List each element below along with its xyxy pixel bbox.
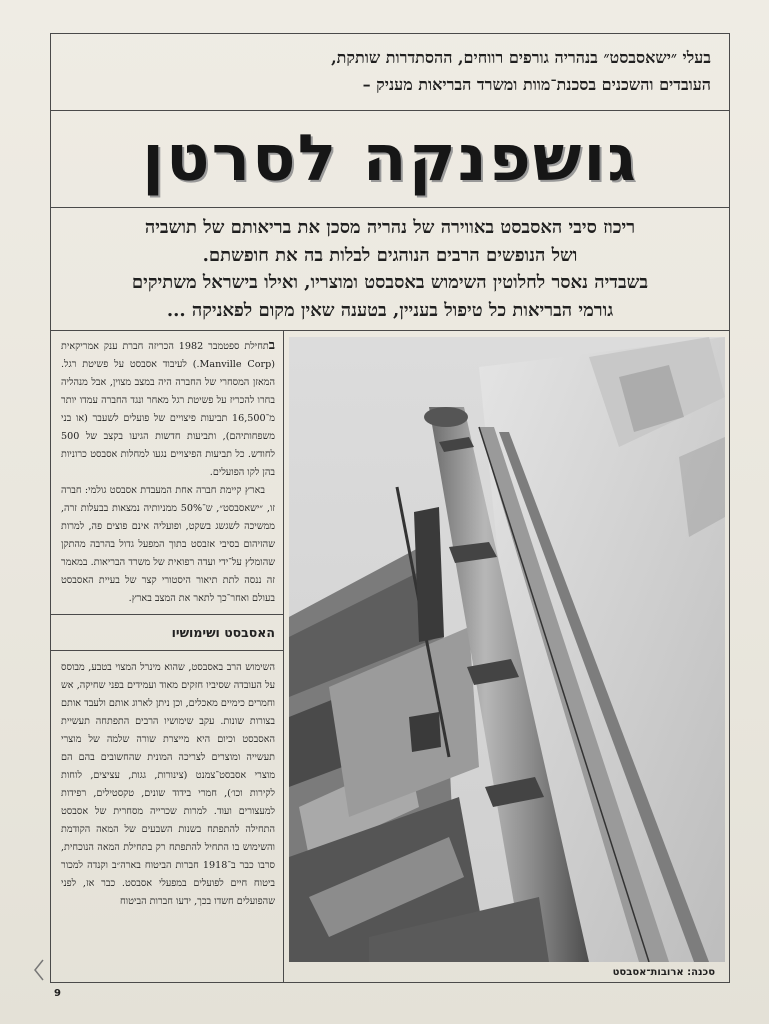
photo-caption: סכנה: ארובות־אסבסט [612,967,715,978]
article-paragraph [61,337,275,482]
section-title: האסבסט ושימושיו [171,625,275,640]
section-divider [51,614,283,615]
lead-paragraph [50,207,730,331]
lead-line: ושל הנופשים הרבים הנוהגים לבלות בה את חופשתם. [202,244,578,266]
headline: גושפנקה לסרטן [50,110,730,208]
article-column [50,330,284,983]
lead-line: ריכוז סיבי האסבסט באווירה של נהריה מסכן את בריאותם של תושביה [144,217,636,238]
chevron-left-icon [33,958,45,982]
page-number: 9 [54,988,61,999]
lead-line: בשבדיה נאסר לחלוטין השימוש באסבסט ומוצריו, ואילו בישראל משתיקים [131,272,649,293]
lead-line: גורמי הבריאות כל טיפול בעניין, בטענה שאין מקום לפאניקה ... [166,299,614,321]
subheadline-line: העובדים והשכנים בסכנת־מוות ומשרד הבריאות מעניק – [362,75,711,94]
photo-frame [283,330,730,983]
photo-asbestos-chimneys [289,337,725,962]
drop-cap: ב [268,338,275,353]
article-paragraph-text: תחילת ספטמבר 1982 הכריזה חברת ענק אמריקאית (Manville Corp.) לעיבוד אסבסט על פשיטת רגל. המאזן המסחרי של החברה היה במצב מצוין, אבל מנהליה בחרו להכריז על פשיטת רגל מאחר ונגד החברה עמדו יותר מ־16,500 תביעות פיצויים של פועלים לשעבר (או בני משפחותיהם), ותביעות חדשות הגיעו בקצב של 500 לחודש. כל תביעות הפיצויים נגעו למחלות אסבסט כרוניות בהן לקו הפועלים. [61,341,275,478]
section-divider [51,650,283,651]
subheadline [50,33,730,111]
article-paragraph: בארץ קיימת חברה אחת המעבדת אסבסט גולמי: חברה זו, ״ישאסבסט״, ש־50% ממניותיה נמצאות בבעלות זרה, ממשיכה לשגשג בשקט, ופועליה אינם פוצים פה, למרות שהזיהום בסיבי אזבסט בתוך המפעל גדול בהרבה מהתקן שהומלץ על־ידי ועדה רפואית של משרד הבריאות. במאמר זה ננסה לתת תיאור היסטורי קצר של בעיית האסבסט בעולם ואחר־כך לתאר את המצב בארץ. [61,485,275,604]
article-paragraph: השימוש הרב באסבסט, שהוא מינרל המצוי בטבע, מבוסס על העובדה שסיביו חזקים מאוד ועמידים בפני שחיקה, אש וחמרים כימיים מאכלים, וכן ניתן לארוג אותם ולעבד אותם בצורות שונות. עקב שימושיו הרבים התפתחה תעשיית האסבסט וכיום היא מייצרת שורה שלמה של מוצרי תעשייה ומוצרים לצריכה המונית שהחשובים בהם הם מוצרי אסבסט־צמנט (צינורות, גגות, עציצים, לוחות לקירות וכו׳), חמרי בידוד שונים, טקסטילים, רפידות למעצורים ועוד. למרות שכרייה מסחרית של אסבסט התחילה להתפתח בשנות השבעים של המאה הקודמת והשימוש בו התחיל להתפתח רק בתחילת המאה הנוכחית, סרבו כבר ב־1918 חברות הביטוח בארה״ב וקנדה למכור ביטוח חיים לפועלים במפעלי אסבסט. כבר אז, לפני שהפועלים חשדו בכך, ידעו חברות הביטוח [61,662,275,907]
subheadline-line: בעלי ״ישאסבסט״ בנהריה גורפים רווחים, ההסתדרות שותקת, [331,48,711,67]
